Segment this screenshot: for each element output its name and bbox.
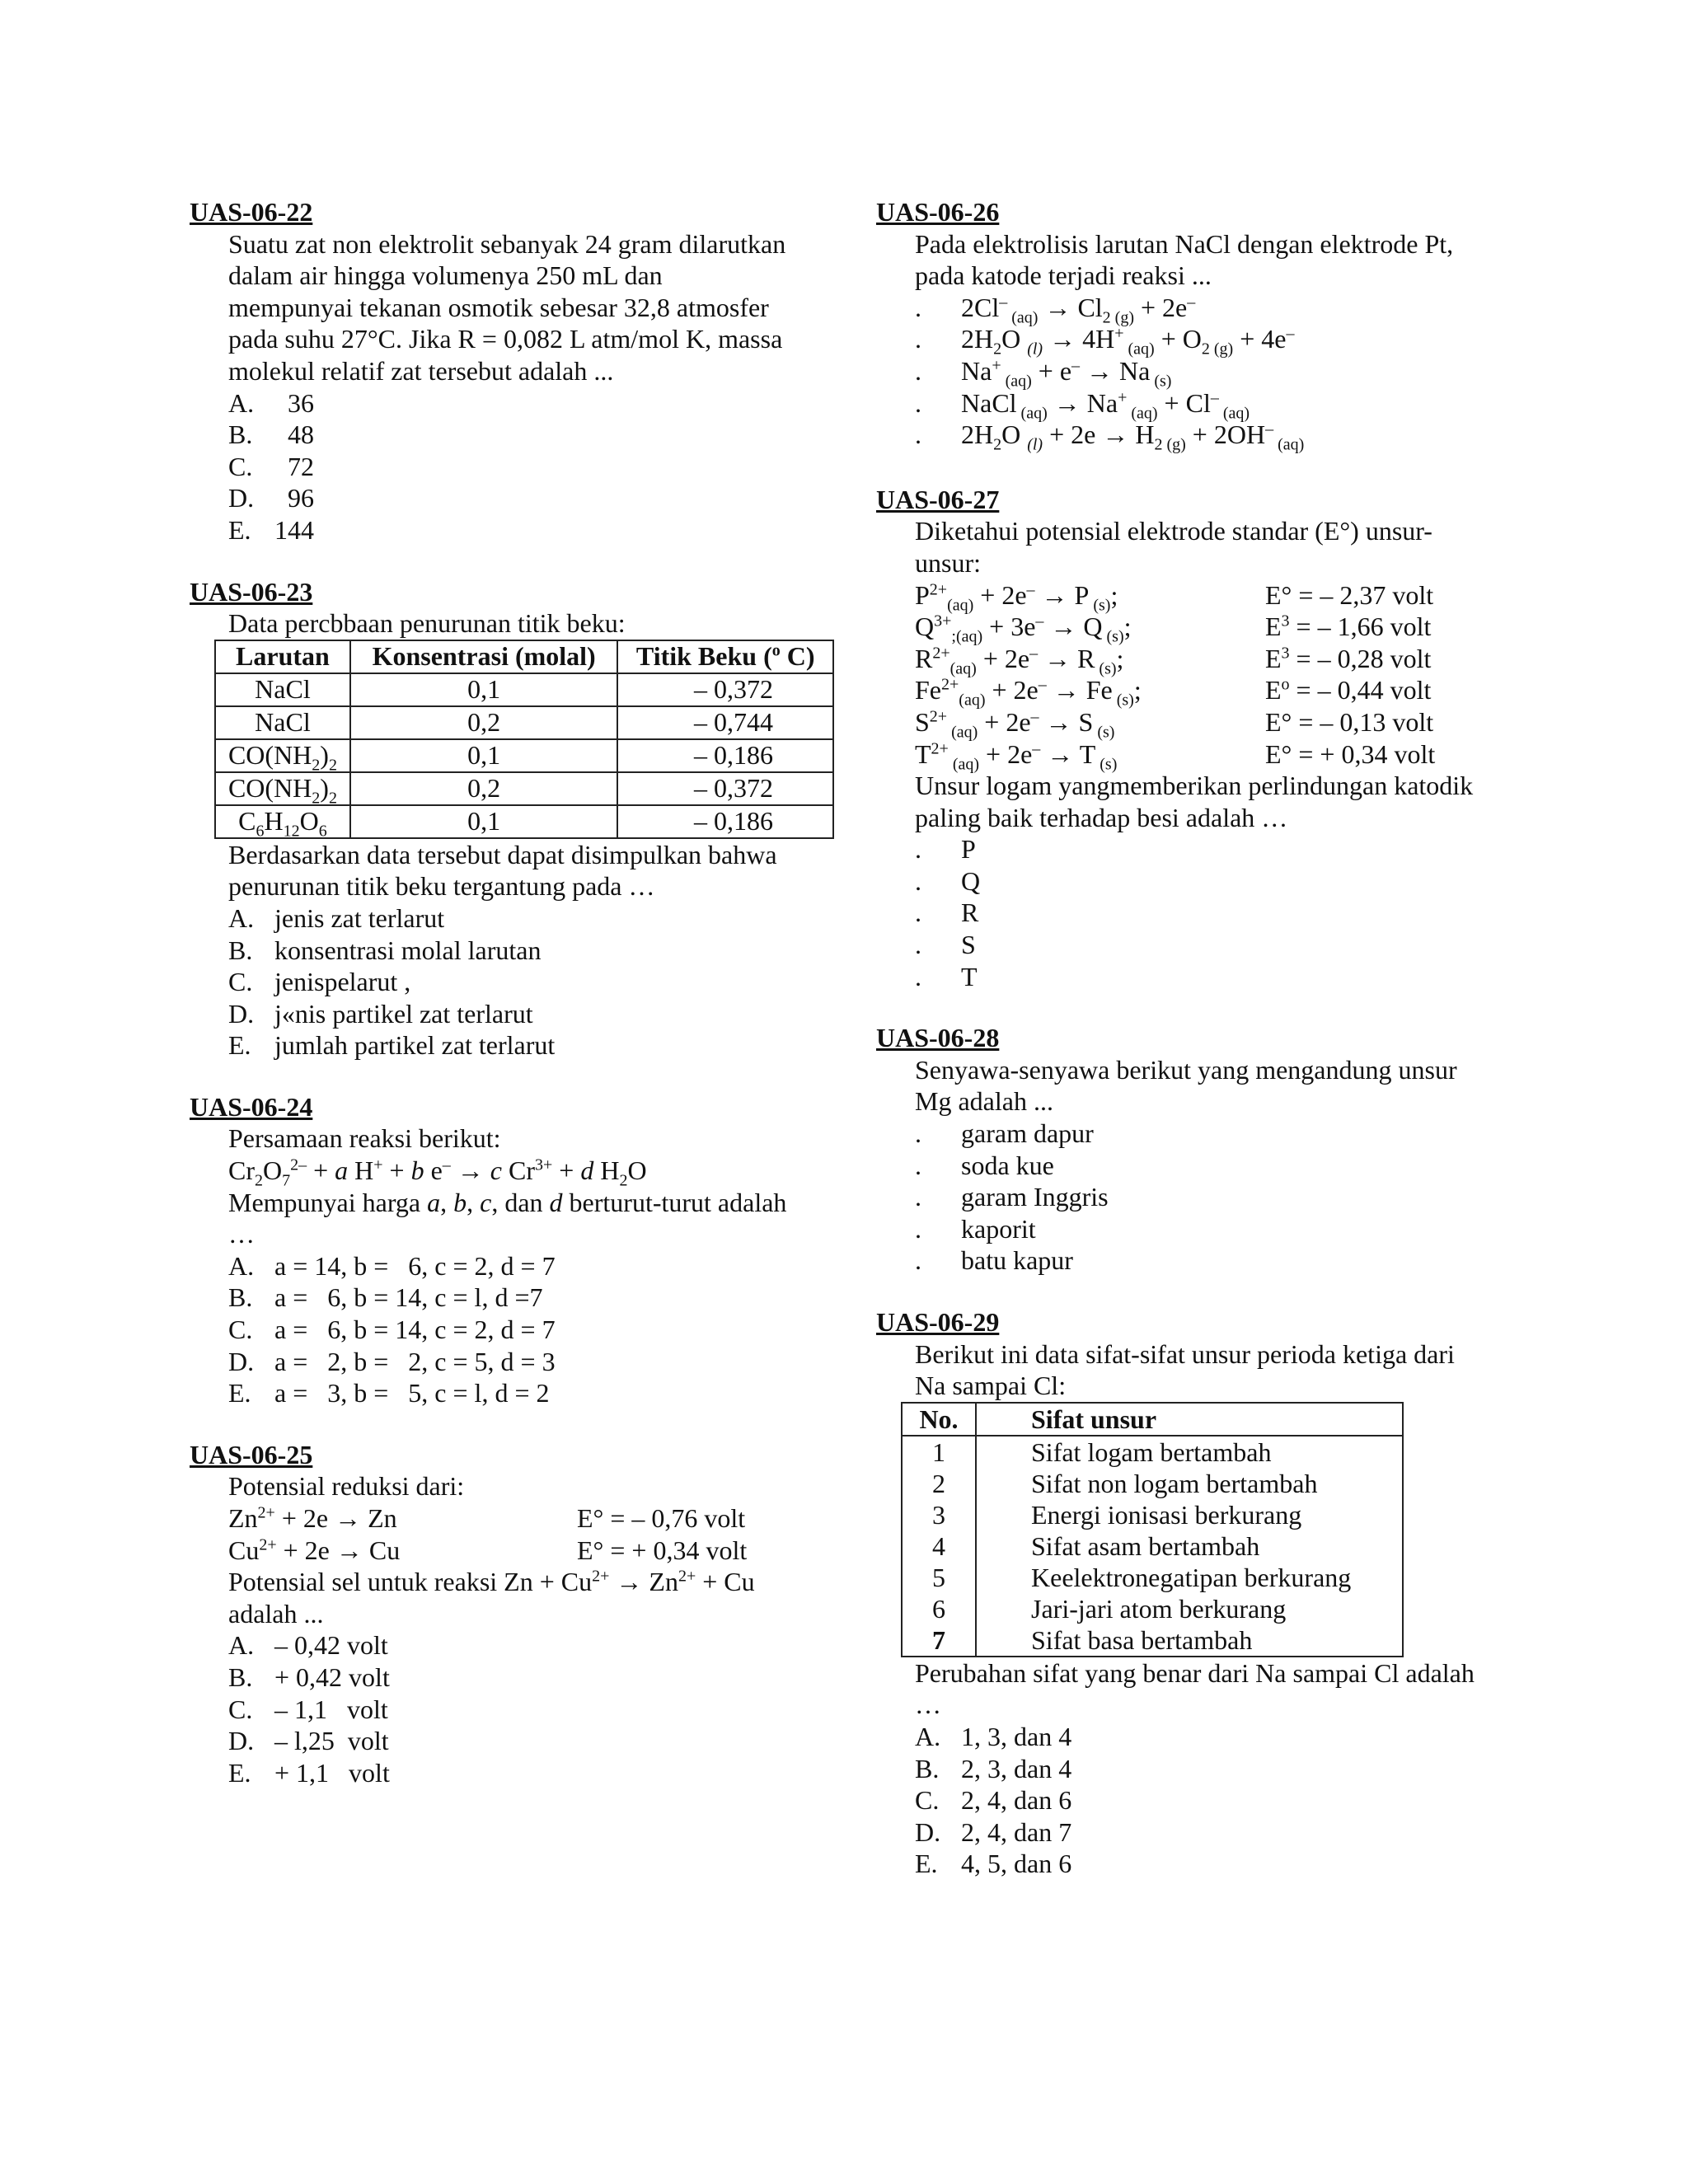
question-uas-06-23	[190, 576, 832, 1062]
table-row: 4 Sifat asam bertambah	[902, 1530, 1403, 1562]
freezing-point-table	[214, 640, 834, 839]
question-text: mempunyai tekanan osmotik sebesar 32,8 atmosfer	[228, 292, 769, 322]
question-text: Potensial sel untuk reaksi $Zn + Cu^{2+} \to Zn^{2+} + Cu$	[228, 1567, 755, 1597]
question-id: UAS-06-27	[876, 484, 1000, 514]
option-d: D. j«nis partikel zat terlarut	[228, 998, 533, 1029]
option-b: B. + 0,42 volt	[228, 1661, 390, 1692]
option-a: A. 1, 3, dan 4	[915, 1721, 1072, 1751]
option-a: A. a = 14, b = 6, c = 2, d = 7	[228, 1250, 556, 1281]
table-row: 7 Sifat basa bertambah	[902, 1624, 1403, 1657]
electrode-potential-list	[876, 579, 1503, 771]
concentration-cell: 0,1	[350, 739, 618, 772]
option-e: E. 4, 5, dan 6	[915, 1849, 1072, 1879]
table-row: 6 Jari-jari atom berkurang	[902, 1593, 1403, 1624]
option-a: A. 36	[228, 387, 314, 418]
table-row	[215, 739, 833, 772]
option-4: . kaporit	[915, 1213, 1036, 1244]
question-body	[190, 839, 832, 1062]
option-3: . Na+ $_{(aq)}$ + e– → Na $_{(s)}$	[915, 355, 1172, 391]
question-text: dalam air hingga volumenya 250 mL dan	[228, 260, 663, 291]
question-text: Mempunyai harga a, b, c, dan d berturut-turut adalah	[228, 1187, 787, 1217]
left-column	[190, 196, 832, 1818]
reduction-potential-row: $Zn^{2+} + 2e \to Zn$ E° = – 0,76 volt	[228, 1503, 746, 1533]
solute-cell: NaCl	[215, 673, 350, 706]
question-text: Suatu zat non elektrolit sebanyak 24 gram dilarutkan	[228, 228, 786, 259]
question-id: UAS-06-24	[190, 1091, 313, 1122]
table-row: 2 Sifat non logam bertambah	[902, 1468, 1403, 1499]
option-2: . soda kue	[915, 1150, 1054, 1180]
question-text: …	[915, 1690, 941, 1720]
question-uas-06-25	[190, 1439, 832, 1789]
question-text: Na sampai Cl:	[915, 1371, 1067, 1401]
question-id: UAS-06-28	[876, 1023, 1000, 1053]
option-b: B. konsentrasi molal larutan	[228, 935, 542, 965]
question-text: Berikut ini data sifat-sifat unsur perioda ketiga dari	[915, 1338, 1455, 1369]
question-body	[190, 1122, 832, 1408]
option-d: D. 96	[228, 483, 314, 513]
freezing-point-cell: – 0,186	[617, 739, 833, 772]
option-1: . garam dapur	[915, 1118, 1094, 1149]
option-s: . S	[915, 930, 976, 960]
column-header: No.	[902, 1403, 976, 1436]
option-1: . 2Cl– $_{(aq)} \to Cl_2$ $_{(g)}$ + 2e–	[915, 292, 1196, 327]
freezing-point-cell: – 0,372	[617, 673, 833, 706]
column-header: Sifat unsur	[976, 1403, 1403, 1436]
freezing-point-cell: – 0,372	[617, 772, 833, 805]
option-e: E. + 1,1 volt	[228, 1757, 390, 1788]
column-header: Larutan	[215, 640, 350, 673]
element-properties-table	[901, 1402, 1404, 1657]
question-text: Potensial reduksi dari:	[228, 1471, 465, 1502]
question-text: Data percbbaan penurunan titik beku:	[228, 608, 626, 639]
option-e: E. jumlah partikel zat terlarut	[228, 1030, 556, 1061]
question-body	[876, 1338, 1503, 1402]
question-uas-06-24	[190, 1091, 832, 1409]
option-d: D. 2, 4, dan 7	[915, 1816, 1072, 1847]
concentration-cell: 0,1	[350, 673, 618, 706]
question-body	[876, 1054, 1503, 1277]
table-header-row	[215, 640, 833, 673]
solute-cell: NaCl	[215, 706, 350, 739]
concentration-cell: 0,2	[350, 772, 618, 805]
question-uas-06-26	[876, 196, 1503, 454]
question-text: Mg adalah ...	[915, 1086, 1053, 1117]
option-d: D. a = 2, b = 2, c = 5, d = 3	[228, 1346, 556, 1376]
column-header: Titik Beku ($^o$ C)	[617, 640, 833, 673]
option-c: C. a = 6, b = 14, c = 2, d = 7	[228, 1315, 556, 1345]
question-text: Berdasarkan data tersebut dapat disimpulkan bahwa	[228, 839, 777, 869]
option-q: . Q	[915, 865, 981, 896]
electrode-potential-row: $Fe^{2+}_{(aq)} + 2e^- \to Fe$ $_{(s)}$; $E^o$ = – 0,44 volt	[915, 675, 1432, 710]
table-row	[215, 805, 833, 838]
freezing-point-cell: – 0,186	[617, 805, 833, 838]
table-row: 5 Keelektronegatipan berkurang	[902, 1562, 1403, 1593]
table-row	[215, 772, 833, 805]
option-a: A. – 0,42 volt	[228, 1630, 388, 1661]
electrode-potential-row: $R^{2+}_{(aq)} + 2e^- \to R$ $_{(s)}$; $E^3$ = – 0,28 volt	[915, 643, 1432, 678]
question-body	[190, 228, 832, 546]
option-r: . R	[915, 898, 979, 928]
question-text: unsur:	[915, 547, 981, 578]
option-4: . NaCl $_{(aq)}$ → Na+ $_{(aq)}$ + Cl– $_{(aq)}$	[915, 387, 1250, 422]
electrode-potential-row: $T^{2+}$ $_{(aq)}$ + 2e– → T $_{(s)}$ E° = + 0,34 volt	[915, 738, 1436, 773]
option-t: . T	[915, 961, 978, 991]
question-text: …	[228, 1219, 255, 1249]
table-row	[215, 706, 833, 739]
freezing-point-cell: – 0,744	[617, 706, 833, 739]
question-text: Diketahui potensial elektrode standar (E°) unsur-	[915, 516, 1432, 546]
option-b: B. a = 6, b = 14, c = l, d =7	[228, 1282, 543, 1313]
question-text: Perubahan sifat yang benar dari Na sampai Cl adalah	[915, 1657, 1475, 1688]
electrode-potential-row: $Q^{3+}_{;(aq)} + 3e^- \to Q$ $_{(s)}$; $E^3$ = – 1,66 volt	[915, 612, 1432, 646]
question-id: UAS-06-23	[190, 576, 313, 607]
column-header: Konsentrasi (molal)	[350, 640, 618, 673]
electrode-potential-row: $P^{2+}_{(aq)} + 2e^- \to P$ $_{(s)}$; E° = – 2,37 volt	[915, 579, 1434, 614]
question-id: UAS-06-26	[876, 197, 1000, 227]
option-3: . garam Inggris	[915, 1182, 1109, 1212]
option-5: . batu kapur	[915, 1245, 1073, 1276]
concentration-cell: 0,1	[350, 805, 618, 838]
option-c: C. – 1,1 volt	[228, 1694, 388, 1724]
option-e: E. 144	[228, 514, 314, 545]
solute-cell: $CO(NH_2)_2$	[215, 772, 350, 805]
question-body	[876, 770, 1503, 992]
solute-cell: $C_6H_{12}O_6$	[215, 805, 350, 838]
question-text: paling baik terhadap besi adalah …	[915, 802, 1288, 832]
question-text: Pada elektrolisis larutan NaCl dengan elektrode Pt,	[915, 228, 1454, 259]
table-header-row	[902, 1403, 1403, 1436]
question-text: pada suhu 27°C. Jika R = 0,082 L atm/mol K, massa	[228, 324, 783, 354]
question-body	[190, 607, 832, 640]
redox-equation: $Cr_2O_7^{2-} + a$ H+ + b e– → c $Cr^{3+} + d$ $H_2O$	[228, 1155, 647, 1190]
concentration-cell: 0,2	[350, 706, 618, 739]
reduction-potential-row: $Cu^{2+} + 2e \to Cu$ E° = + 0,34 volt	[228, 1535, 748, 1565]
option-2: . $2H_2O$ $_{(l)}$ → 4H+ $_{(aq)} + O_2$ $_{(g)}$ + 4e–	[915, 324, 1295, 359]
option-5: . $2H_2O$ $_{(l)} + 2e \to H_2$ $_{(g)}$ + 2OH– $_{(aq)}$	[915, 419, 1305, 454]
question-body	[876, 515, 1503, 579]
option-d: D. – l,25 volt	[228, 1726, 389, 1756]
question-id: UAS-06-25	[190, 1439, 313, 1469]
solute-cell: $CO(NH_2)_2$	[215, 739, 350, 772]
option-e: E. a = 3, b = 5, c = l, d = 2	[228, 1378, 550, 1408]
question-uas-06-22	[190, 196, 832, 546]
question-text: adalah ...	[228, 1598, 324, 1629]
electrode-potential-row: $S^{2+}$ $_{(aq)}$ + 2e– → S $_{(s)}$ E° = – 0,13 volt	[915, 706, 1434, 742]
question-text: penurunan titik beku tergantung pada …	[228, 871, 655, 902]
question-body	[190, 1470, 832, 1788]
question-id: UAS-06-22	[190, 197, 313, 227]
option-p: . P	[915, 834, 976, 865]
option-b: B. 2, 3, dan 4	[915, 1753, 1072, 1783]
question-uas-06-29	[876, 1306, 1503, 1880]
question-text: Persamaan reaksi berikut:	[228, 1123, 501, 1154]
question-text: Unsur logam yangmemberikan perlindungan katodik	[915, 771, 1474, 801]
question-text: Senyawa-senyawa berikut yang mengandung unsur	[915, 1054, 1457, 1085]
question-text: molekul relatif zat tersebut adalah ...	[228, 355, 614, 386]
table-row: 3 Energi ionisasi berkurang	[902, 1499, 1403, 1530]
table-row	[215, 673, 833, 706]
option-c: C. 72	[228, 451, 314, 481]
question-id: UAS-06-29	[876, 1307, 1000, 1337]
right-column	[876, 196, 1503, 1910]
option-a: A. jenis zat terlarut	[228, 902, 445, 933]
question-body	[876, 1657, 1503, 1880]
question-body	[876, 228, 1503, 454]
option-c: C. 2, 4, dan 6	[915, 1785, 1072, 1816]
question-uas-06-28	[876, 1022, 1503, 1277]
option-b: B. 48	[228, 419, 314, 450]
question-uas-06-27	[876, 484, 1503, 993]
option-c: C. jenispelarut ,	[228, 967, 411, 997]
question-text: pada katode terjadi reaksi ...	[915, 260, 1212, 291]
table-row: 1 Sifat logam bertambah	[902, 1436, 1403, 1468]
